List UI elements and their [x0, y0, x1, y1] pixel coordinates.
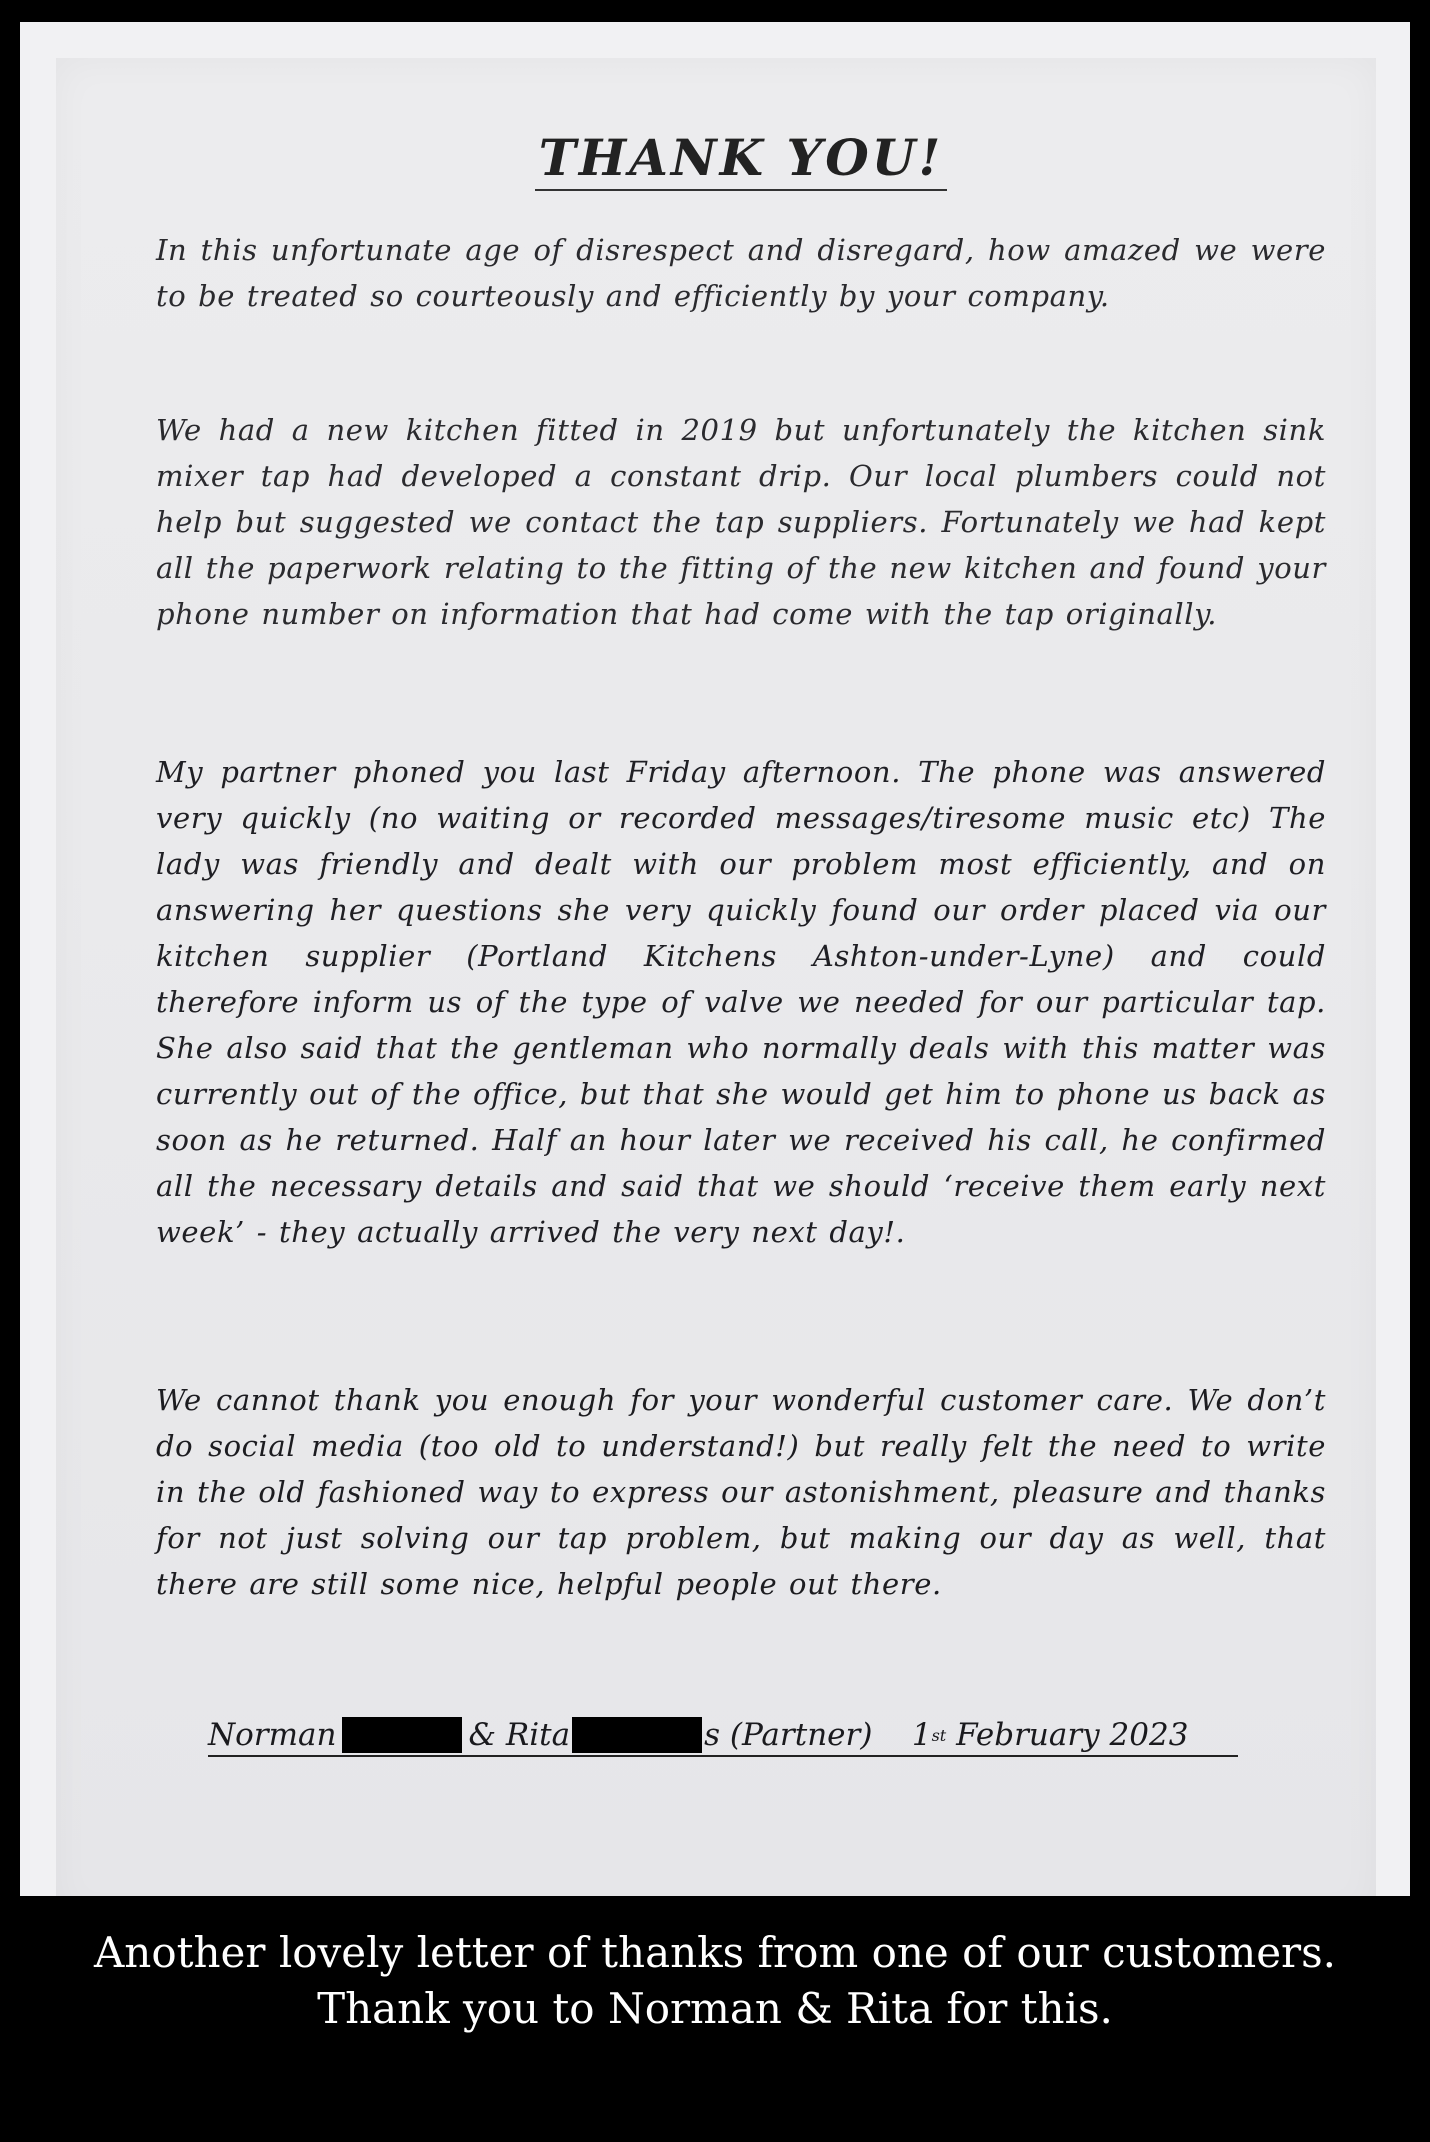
signature-suffix: s (Partner): [704, 1717, 873, 1753]
post-caption: [0, 1925, 1430, 2037]
letter-signature: [208, 1717, 1238, 1757]
signature-date-rest: February 2023: [956, 1717, 1189, 1753]
letter-title: [156, 128, 1326, 187]
letter-paragraph-1: In this unfortunate age of disrespect and disregard, how amazed we were to be treated so courteously and efficiently by your company.: [156, 233, 1326, 313]
letter-paragraph-2: We had a new kitchen fitted in 2019 but unfortunately the kitchen sink mixer tap had developed a constant drip. Our local plumbers could not help but suggested we contact the tap suppliers. Fortunately we had kept all the paperwork relating to the fitting of the new kitchen and found your phone number on information that had come with the tap originally.: [156, 413, 1326, 631]
letter-paragraph-3: My partner phoned you last Friday afternoon. The phone was answered very quickly (no waiting or recorded messages/tiresome music etc) The lady was friendly and dealt with our problem most efficiently, and on answering her questions she very quickly found our order placed via our kitchen supplier (Portland Kitchens Ashton-under-Lyne) and could therefore inform us of the type of valve we needed for our particular tap. She also said that the gentleman who normally deals with this matter was currently out of the office, but that she would get him to phone us back as soon as he returned. Half an hour later we received his call, he confirmed all the necessary details and said that we should ‘receive them early next week’ - they actually arrived the very next day!.: [156, 755, 1326, 1249]
redaction-bar-2: [572, 1717, 702, 1753]
letter-paragraph-4: We cannot thank you enough for your wonderful customer care. We don’t do social media (too old to understand!) but really felt the need to write in the old fashioned way to express our astonishment, pleasure and thanks for not just solving our tap problem, but making our day as well, that there are still some nice, helpful people out there.: [156, 1383, 1326, 1601]
caption-line-2: Thank you to Norman & Rita for this.: [317, 1984, 1113, 2033]
redaction-bar-1: [342, 1717, 462, 1753]
signature-spacer-2: [946, 1717, 956, 1753]
caption-line-1: Another lovely letter of thanks from one of our customers.: [93, 1928, 1337, 1977]
signature-name-1: Norman: [208, 1717, 337, 1753]
signature-connector: & Rita: [468, 1717, 571, 1753]
letter-paper: [56, 58, 1376, 1896]
signature-spacer: [872, 1717, 911, 1753]
signature-date-day: 1: [911, 1717, 932, 1753]
letter-photo: [20, 22, 1410, 1896]
letter-title-text: THANK YOU!: [535, 128, 948, 191]
signature-date-ordinal: st: [931, 1725, 947, 1745]
letter-body: [156, 128, 1326, 1757]
